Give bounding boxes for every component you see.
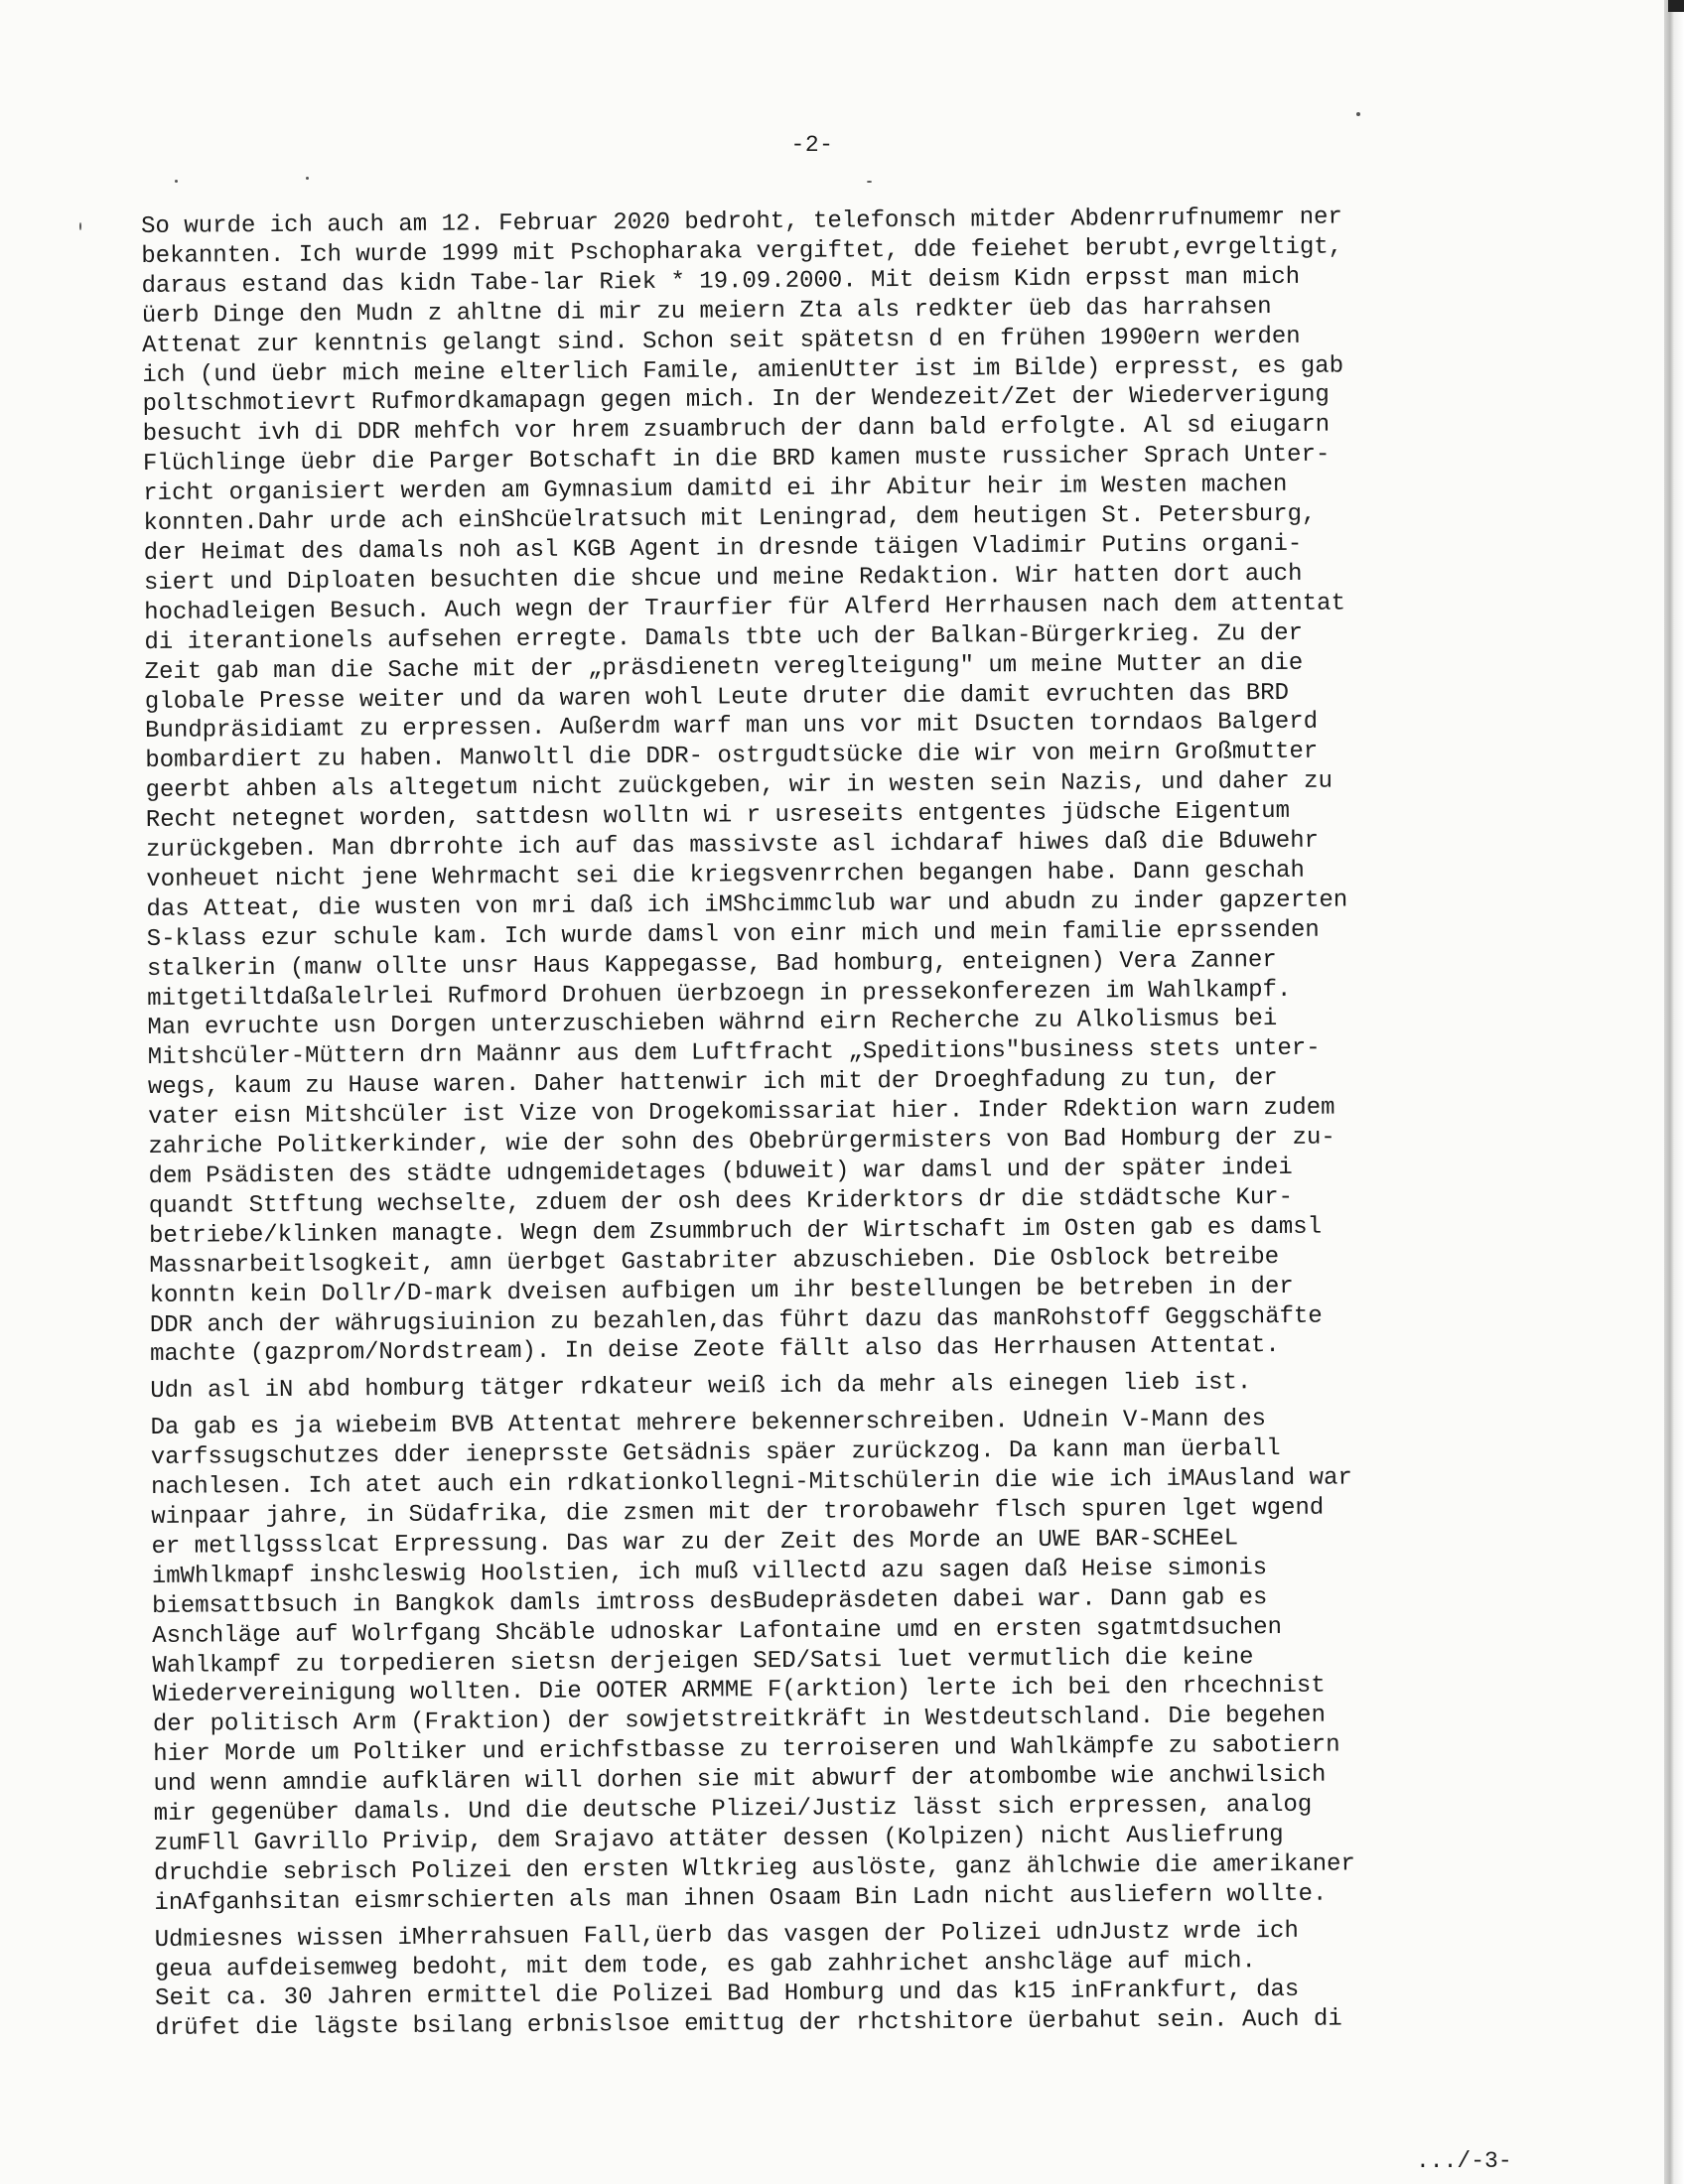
text-line: wegs, kaum zu Hause waren. Daher hattenwir ich mit der Droeghfadung zu tun, der [147, 1065, 1278, 1102]
paragraph [150, 1367, 1480, 1407]
text-line: Man evruchte usn Dorgen unterzuschieben währnd eirn Recherche zu Alkolismus bei [147, 1006, 1278, 1042]
scan-speck [1356, 112, 1360, 116]
scan-speck [79, 222, 81, 230]
text-line: machte (gazprom/Nordstream). In deise Zeote fällt also das Herrhausen Attentat. [149, 1332, 1280, 1369]
text-line: hochadleigen Besuch. Auch wegn der Traurfier für Alferd Herrhausen nach dem attentat [144, 590, 1346, 626]
text-line: bekannten. Ich wurde 1999 mit Pschopharaka vergiftet, dde feiehet berubt,evrgeltigt, [141, 233, 1343, 270]
text-line: drüfet die lägste bsilang erbnislsoe emittug der rhctshitore üerbahut sein. Auch di [155, 2005, 1342, 2043]
text-line: stalkerin (manw ollte unsr Haus Kappegasse, Bad homburg, enteignen) Vera Zanner [146, 946, 1277, 983]
text-line: nachlesen. Ich atet auch ein rdkationkollegni-Mitschülerin die wie ich iMAusland war [150, 1464, 1352, 1502]
text-line: Attenat zur kenntnis gelangt sind. Schon seit spätetsn d en frühen 1990ern werden [141, 323, 1301, 359]
text-line: dem Psädisten des städte udngemidetages (bduweit) war damsl und der später indei [148, 1154, 1293, 1190]
scan-right-edge [1664, 0, 1684, 2184]
text-line: Mitshcüler-Müttern drn Maännr aus dem Luftfracht „Speditions"business stets unter- [147, 1035, 1321, 1072]
text-line: hier Morde um Poltiker und erichfstbasse zu terroiseren und Wahlkämpfe zu sabotiern [153, 1731, 1340, 1769]
text-line: biemsattbsuch in Bangkok damls imtross desBudepräsdeten dabei war. Dann gab es [151, 1583, 1268, 1620]
text-line: imWhlkmapf inshcleswig Hoolstien, ich muß villectd azu sagen daß Heise simonis [151, 1554, 1268, 1590]
scan-speck [175, 180, 178, 183]
text-line: Wiedervereinigung wollten. Die OOTER ARMME F(arktion) lerte ich bei den rhcechnist [152, 1673, 1326, 1709]
text-line: Flüchlinge üebr die Parger Botschaft in die BRD kamen muste russicher Sprach Unter- [142, 441, 1331, 478]
text-line: Udn asl iN abd homburg tätger rdkateur weiß ich da mehr als einegen lieb ist. [150, 1369, 1252, 1406]
scan-speck [867, 181, 872, 183]
text-line: Da gab es ja wiebeim BVB Attentat mehrere bekennerschreiben. Udnein V-Mann des [150, 1406, 1267, 1442]
text-line: er metllgssslcat Erpressung. Das war zu der Zeit des Morde an UWE BAR-SCHEeL [151, 1525, 1239, 1561]
text-line: S-klass ezur schule kam. Ich wurde damsl von einr mich und mein familie eprssenden [146, 916, 1320, 953]
text-line: mir gegenüber damals. Und die deutsche Plizei/Justiz lässt sich erpressen, analog [153, 1791, 1313, 1828]
text-line: bombardiert zu haben. Manwoltl die DDR- ostrgudtsücke die wir von meirn Großmutter [145, 739, 1319, 775]
text-line: Massnarbeitlsogkeit, amn üerbget Gastabriter abzuschieben. Die Osblock betreibe [149, 1243, 1280, 1280]
text-line: üerb Dinge den Mudn z ahltne di mir zu meiern Zta als redkter üeb das harrahsen [141, 293, 1272, 330]
paragraph [151, 1404, 1485, 1919]
text-line: varfssugschutzes dder ieneprsste Getsädnis späer zurückzog. Da kann man üerball [150, 1435, 1281, 1472]
text-line: der Heimat des damals noh asl KGB Agent in dresnde täigen Vladimir Putins organi- [143, 530, 1303, 567]
text-line: Seit ca. 30 Jahren ermittel die Polizei Bad Homburg und das k15 inFrankfurt, das [155, 1977, 1300, 2013]
letter-body [141, 202, 1485, 2044]
text-line: konnten.Dahr urde ach einShcüelratsuch mit Leningrad, dem heutigen St. Petersburg, [143, 500, 1317, 538]
paragraph [155, 1915, 1486, 2044]
text-line: daraus estand das kidn Tabe-lar Riek * 19.09.2000. Mit deism Kidn erpsst man mich [141, 263, 1301, 300]
text-line: quandt Sttftung wechselte, zduem der osh dees Kriderktors dr die stdädtsche Kur- [148, 1183, 1294, 1220]
text-line: Udmiesnes wissen iMherrahsuen Fall,üerb das vasgen der Polizei udnJustz wrde ich [154, 1917, 1299, 1954]
text-line: DDR anch der währugsiuinion zu bezahlen,das führt dazu das manRohstoff Geggschäfte [149, 1302, 1323, 1339]
text-line: druchdie sebrisch Polizei den ersten Wltkrieg auslöste, ganz ählchwie die amerikaner [154, 1850, 1356, 1887]
text-line: So wurde ich auch am 12. Februar 2020 bedroht, telefonsch mitder Abdenrrufnumemr ner [141, 204, 1342, 240]
text-line: Asnchläge auf Wolrfgang Shcäble udnoskar Lafontaine umd en ersten sgatmtdsuchen [152, 1613, 1283, 1650]
scan-speck [306, 177, 309, 180]
text-line: poltschmotievrt Rufmordkamapagn gegen mich. In der Wendezeit/Zet der Wiederverigung [142, 382, 1330, 419]
text-line: di iterantionels aufsehen erregte. Damals tbte uch der Balkan-Bürgerkrieg. Zu der [144, 619, 1304, 656]
text-line: ich (und üebr mich meine elterlich Famile, amienUtter ist im Bilde) erpresst, es gab [142, 352, 1344, 389]
text-line: vater eisn Mitshcüler ist Vize von Drogekomissariat hier. Inder Rdektion warn zudem [148, 1094, 1335, 1132]
paragraph [141, 202, 1480, 1370]
text-line: Recht netegnet worden, sattdesn wolltn wi r usreseits entgentes jüdsche Eigentum [145, 798, 1291, 835]
next-page-marker: .../-3- [1416, 2148, 1512, 2174]
text-line: zumFll Gavrillo Privip, dem Srajavo attäter dessen (Kolpizen) nicht Ausliefrung [153, 1821, 1284, 1857]
text-line: betriebe/klinken managte. Wegn dem Zsummbruch der Wirtschaft im Osten gab es damsl [148, 1213, 1323, 1250]
text-line: richt organisiert werden am Gymnasium damitd ei ihr Abitur heir im Westen machen [143, 472, 1288, 508]
text-line: geerbt ahben als altegetum nicht zuückgeben, wir in westen sein Nazis, und daher zu [145, 767, 1333, 805]
text-line: globale Presse weiter und da waren wohl Leute druter die damit evruchten das BRD [144, 679, 1290, 716]
text-line: geua aufdeisemweg bedoht, mit dem tode, es gab zahhrichet anshcläge auf mich. [154, 1947, 1256, 1983]
text-line: vonheuet nicht jene Wehrmacht sei die kriegsvenrrchen begangen habe. Dann geschah [146, 857, 1305, 893]
text-line: das Atteat, die wusten von mri daß ich iMShcimmclub war und abudn zu inder gapzerten [146, 887, 1348, 923]
text-line: mitgetiltdaßalelrlei Rufmord Drohuen üerbzoegn in pressekonferezen im Wahlkampf. [147, 976, 1292, 1013]
text-line: der politisch Arm (Fraktion) der sowjetstreitkräft in Westdeutschland. Die begehen [152, 1702, 1327, 1739]
text-line: und wenn amndie aufklären will dorhen sie mit abwurf der atombombe wie anchwilsich [153, 1761, 1327, 1799]
text-line: inAfganhsitan eismrschierten als man ihnen Osaam Bin Ladn nicht ausliefern wollte. [154, 1880, 1328, 1917]
text-line: zahriche Politkerkinder, wie der sohn des Obebrürgermisters von Bad Homburg der zu- [148, 1124, 1335, 1161]
text-line: konntn kein Dollr/D-mark dveisen aufbigen um ihr bestellungen be betreben in der [149, 1273, 1294, 1309]
text-line: Bundpräsidiamt zu erpressen. Außerdm warf man uns vor mit Dsucten torndaos Balgerd [145, 709, 1319, 746]
text-line: zurückgeben. Man dbrrohte ich auf das massivste asl ichdaraf hiwes daß die Bduwehr [145, 827, 1320, 865]
text-line: besucht ivh di DDR mehfch vor hrem zsuambruch der dann bald erfolgte. Al sd eiugarn [142, 411, 1331, 449]
text-line: siert und Diploaten besuchten die shcue und meine Redaktion. Wir hatten dort auch [143, 560, 1303, 597]
text-line: Zeit gab man die Sache mit der „präsdienetn vereglteigung" um meine Mutter an die [144, 649, 1304, 686]
text-line: Wahlkampf zu torpedieren sietsn derjeigen SED/Satsi luet vermutlich die keine [152, 1643, 1254, 1680]
text-line: winpaar jahre, in Südafrika, die zsmen mit der trorobawehr flsch spuren lget wgend [151, 1494, 1325, 1531]
page-number: -2- [790, 132, 834, 158]
